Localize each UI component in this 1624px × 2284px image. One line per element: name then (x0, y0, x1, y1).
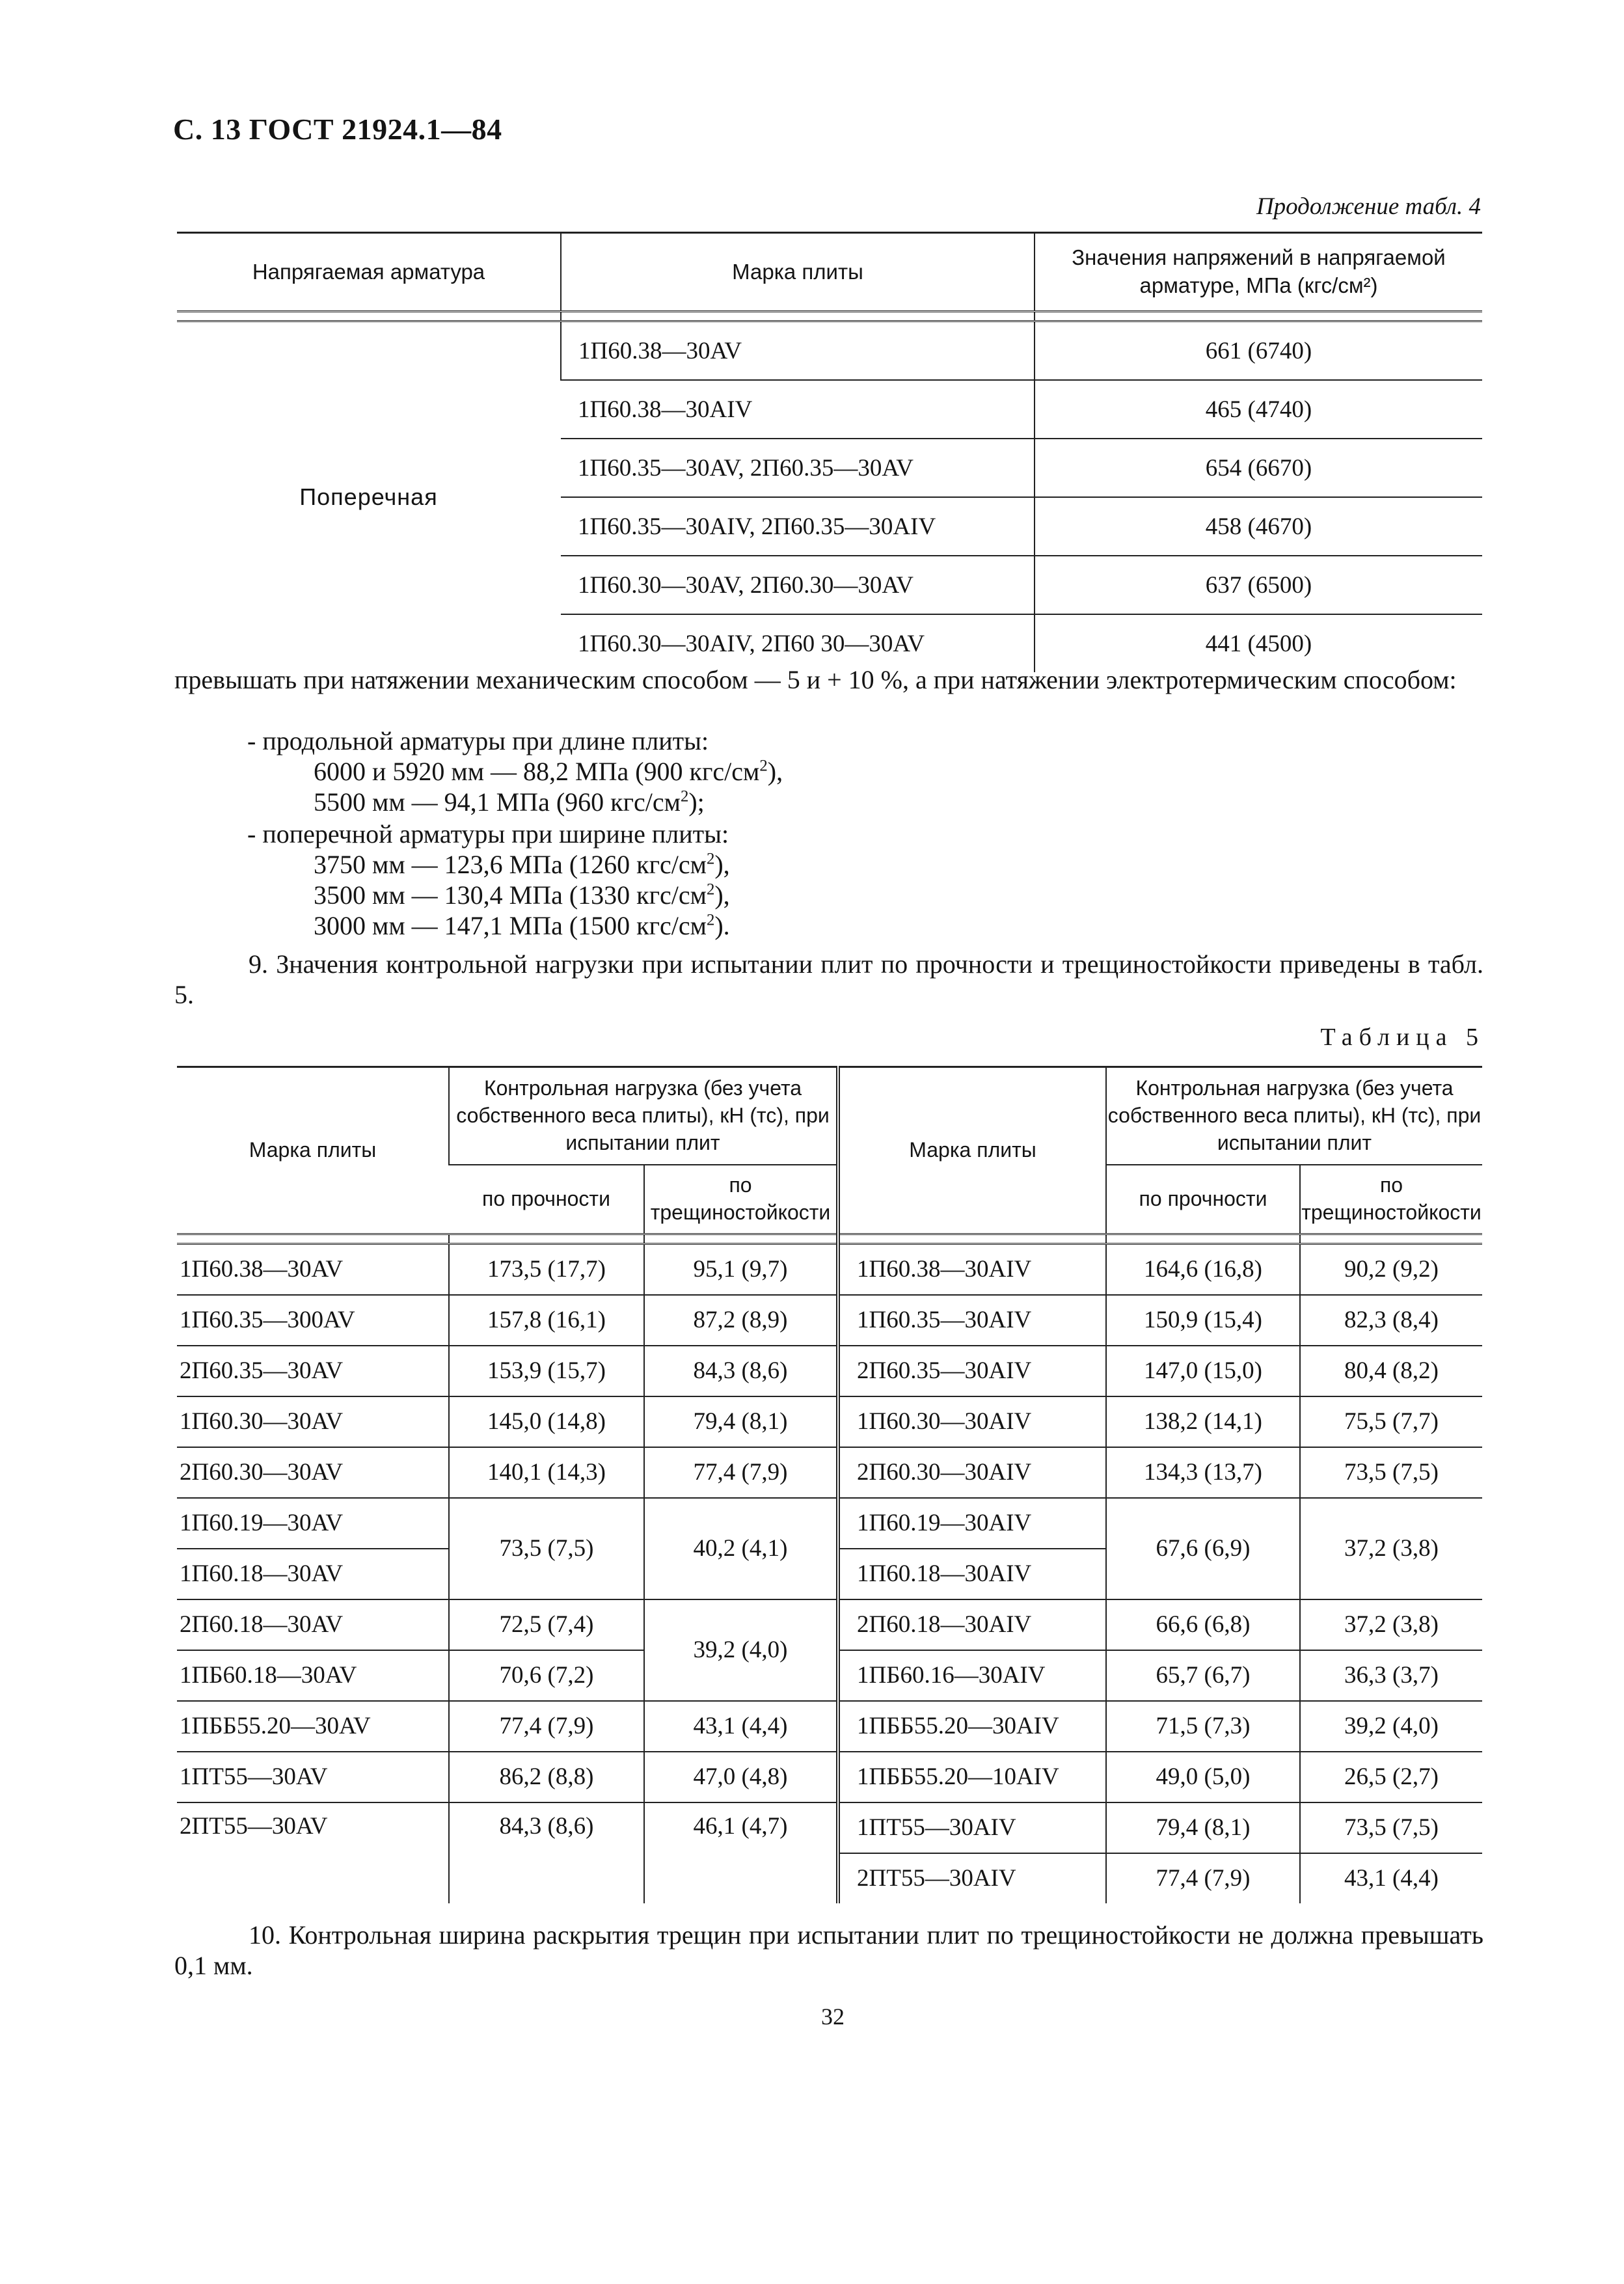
cell-brand: 2П60.18—30AIV (838, 1599, 1106, 1650)
col-header-load-2: Контрольная нагрузка (без учета собственного веса плиты), кН (тс), при испытании плит (1106, 1067, 1482, 1165)
cell-crack: 47,0 (4,8) (644, 1752, 838, 1802)
group-label: Поперечная (299, 483, 438, 510)
cell-stress: 637 (6500) (1035, 556, 1482, 614)
cell-strength: 153,9 (15,7) (449, 1346, 644, 1396)
cell-stress: 465 (4740) (1035, 380, 1482, 439)
cell-strength: 86,2 (8,8) (449, 1752, 644, 1802)
cell-strength: 150,9 (15,4) (1106, 1295, 1300, 1346)
table-row (177, 321, 1482, 381)
col-header-strength: по прочности (449, 1165, 644, 1234)
cell-strength: 67,6 (6,9) (1106, 1498, 1300, 1599)
cell-strength: 77,4 (7,9) (1106, 1853, 1300, 1903)
cell-strength: 70,6 (7,2) (449, 1650, 644, 1701)
cell-crack: 39,2 (4,0) (644, 1599, 838, 1701)
col-header-brand: Марка плиты (561, 233, 1035, 312)
cell-strength: 77,4 (7,9) (449, 1701, 644, 1752)
cell-crack: 37,2 (3,8) (1300, 1599, 1482, 1650)
table5-label: Таблица 5 (1320, 1024, 1485, 1051)
cell-strength: 49,0 (5,0) (1106, 1752, 1300, 1802)
cell-strength: 84,3 (8,6) (449, 1802, 644, 1903)
cell-brand: 1ПБ60.16—30AIV (838, 1650, 1106, 1701)
col-header-crack-2: по трещиностойкости (1300, 1165, 1482, 1234)
cell-crack: 77,4 (7,9) (644, 1447, 838, 1498)
cell-crack: 43,1 (4,4) (1300, 1853, 1482, 1903)
cell-brand: 2П60.35—30AV (177, 1346, 449, 1396)
cell-brand: 2П60.30—30AIV (838, 1447, 1106, 1498)
cell-brand: 1П60.38—30AV (177, 1244, 449, 1295)
continuation-paragraph: превышать при натяжении механическим способом — 5 и + 10 %, а при натяжении электротермическим способом: (174, 665, 1457, 694)
cell-crack: 75,5 (7,7) (1300, 1396, 1482, 1447)
paragraph-9: 9. Значения контрольной нагрузки при испытании плит по прочности и трещиностойкости приведены в табл. 5. (174, 949, 1483, 1009)
cell-brand: 1ПББ55.20—30AV (177, 1701, 449, 1752)
cell-brand: 1ПТ55—30AIV (838, 1802, 1106, 1853)
cell-brand: 1ПББ55.20—10AIV (838, 1752, 1106, 1802)
table-4-continuation (177, 232, 1482, 672)
cell-strength: 79,4 (8,1) (1106, 1802, 1300, 1853)
transverse-line-2: 3500 мм — 130,4 МПа (1330 кгс/$см^2$), (314, 880, 730, 910)
cell-brand: 1ПБ60.18—30AV (177, 1650, 449, 1701)
cell-brand: 2П60.30—30AV (177, 1447, 449, 1498)
cell-strength: 173,5 (17,7) (449, 1244, 644, 1295)
cell-crack: 39,2 (4,0) (1300, 1701, 1482, 1752)
cell-stress: 654 (6670) (1035, 439, 1482, 497)
table-header-row (177, 233, 1482, 312)
page-number: 32 (821, 2004, 845, 2030)
cell-brand: 1П60.38—30AIV (561, 380, 1035, 439)
col-header-strength-2: по прочности (1106, 1165, 1300, 1234)
cell-stress: 661 (6740) (1035, 321, 1482, 381)
cell-crack: 95,1 (9,7) (644, 1244, 838, 1295)
table-header-row (177, 1067, 1482, 1165)
cell-crack: 43,1 (4,4) (644, 1701, 838, 1752)
table-row (177, 1802, 1482, 1853)
table-row (177, 1752, 1482, 1802)
cell-strength: 164,6 (16,8) (1106, 1244, 1300, 1295)
cell-crack: 26,5 (2,7) (1300, 1752, 1482, 1802)
longitudinal-line-1: 6000 и 5920 мм — 88,2 МПа (900 кгс/$см^2$), (314, 757, 783, 786)
cell-strength: 66,6 (6,8) (1106, 1599, 1300, 1650)
cell-brand: 2ПТ55—30AIV (838, 1853, 1106, 1903)
table-row (177, 1498, 1482, 1549)
cell-brand: 2П60.18—30AV (177, 1599, 449, 1650)
col-header-brand: Марка плиты (177, 1067, 449, 1234)
transverse-line-3: 3000 мм — 147,1 МПа (1500 кгс/$см^2$). (314, 911, 730, 940)
cell-brand: 1П60.19—30AIV (838, 1498, 1106, 1549)
col-header-load: Контрольная нагрузка (без учета собственного веса плиты), кН (тс), при испытании плит (449, 1067, 838, 1165)
longitudinal-heading: - продольной арматуры при длине плиты: (247, 726, 709, 755)
table4-continuation-label: Продолжение табл. 4 (1256, 193, 1481, 220)
cell-brand: 1ПББ55.20—30AIV (838, 1701, 1106, 1752)
cell-strength: 72,5 (7,4) (449, 1599, 644, 1650)
cell-crack: 36,3 (3,7) (1300, 1650, 1482, 1701)
table-row (177, 1701, 1482, 1752)
transverse-heading: - поперечной арматуры при ширине плиты: (247, 819, 729, 849)
cell-brand: 1П60.35—30AIV, 2П60.35—30AIV (561, 497, 1035, 556)
cell-crack: 37,2 (3,8) (1300, 1498, 1482, 1599)
cell-crack: 90,2 (9,2) (1300, 1244, 1482, 1295)
cell-crack: 87,2 (8,9) (644, 1295, 838, 1346)
cell-crack: 79,4 (8,1) (644, 1396, 838, 1447)
cell-brand: 1ПТ55—30AV (177, 1752, 449, 1802)
cell-crack: 84,3 (8,6) (644, 1346, 838, 1396)
col-header-brand-2: Марка плиты (838, 1067, 1106, 1234)
cell-strength: 145,0 (14,8) (449, 1396, 644, 1447)
table-row (177, 1396, 1482, 1447)
page-header: С. 13 ГОСТ 21924.1—84 (173, 113, 502, 146)
cell-crack: 73,5 (7,5) (1300, 1447, 1482, 1498)
cell-stress: 458 (4670) (1035, 497, 1482, 556)
cell-brand: 2П60.35—30AIV (838, 1346, 1106, 1396)
cell-strength: 73,5 (7,5) (449, 1498, 644, 1599)
cell-stress: 441 (4500) (1035, 614, 1482, 672)
table-row (177, 1599, 1482, 1650)
longitudinal-line-2: 5500 мм — 94,1 МПа (960 кгс/$см^2$); (314, 787, 705, 817)
cell-brand: 1П60.30—30AV (177, 1396, 449, 1447)
cell-strength: 71,5 (7,3) (1106, 1701, 1300, 1752)
cell-brand: 1П60.35—30AIV (838, 1295, 1106, 1346)
table-row (177, 1244, 1482, 1295)
table-row (177, 1295, 1482, 1346)
cell-brand: 1П60.30—30AIV, 2П60 30—30AV (561, 614, 1035, 672)
cell-brand: 1П60.18—30AIV (838, 1549, 1106, 1599)
table-row (177, 1346, 1482, 1396)
transverse-line-1: 3750 мм — 123,6 МПа (1260 кгс/$см^2$), (314, 850, 730, 879)
cell-brand: 1П60.30—30AIV (838, 1396, 1106, 1447)
cell-strength: 134,3 (13,7) (1106, 1447, 1300, 1498)
cell-strength: 157,8 (16,1) (449, 1295, 644, 1346)
cell-crack: 40,2 (4,1) (644, 1498, 838, 1599)
cell-strength: 65,7 (6,7) (1106, 1650, 1300, 1701)
col-header-reinforcement: Напрягаемая арматура (177, 233, 561, 312)
paragraph-10: 10. Контрольная ширина раскрытия трещин при испытании плит по трещиностойкости не должна превышать 0,1 мм. (174, 1920, 1483, 1980)
cell-strength: 138,2 (14,1) (1106, 1396, 1300, 1447)
table-row (177, 1447, 1482, 1498)
cell-brand: 1П60.35—30AV, 2П60.35—30AV (561, 439, 1035, 497)
table-5 (177, 1066, 1482, 1903)
cell-brand: 1П60.18—30AV (177, 1549, 449, 1599)
cell-crack: 82,3 (8,4) (1300, 1295, 1482, 1346)
cell-strength: 147,0 (15,0) (1106, 1346, 1300, 1396)
col-header-crack: по трещиностойкости (644, 1165, 838, 1234)
cell-brand: 1П60.30—30AV, 2П60.30—30AV (561, 556, 1035, 614)
cell-crack: 73,5 (7,5) (1300, 1802, 1482, 1853)
cell-strength: 140,1 (14,3) (449, 1447, 644, 1498)
cell-brand: 1П60.19—30AV (177, 1498, 449, 1549)
cell-brand: 1П60.38—30AV (561, 321, 1035, 381)
cell-brand: 2ПТ55—30AV (177, 1802, 449, 1903)
cell-brand: 1П60.35—300AV (177, 1295, 449, 1346)
cell-crack: 46,1 (4,7) (644, 1802, 838, 1903)
cell-brand: 1П60.38—30AIV (838, 1244, 1106, 1295)
cell-crack: 80,4 (8,2) (1300, 1346, 1482, 1396)
col-header-stress: Значения напряжений в напрягаемой арматуре, МПа (кгс/см²) (1035, 233, 1482, 312)
